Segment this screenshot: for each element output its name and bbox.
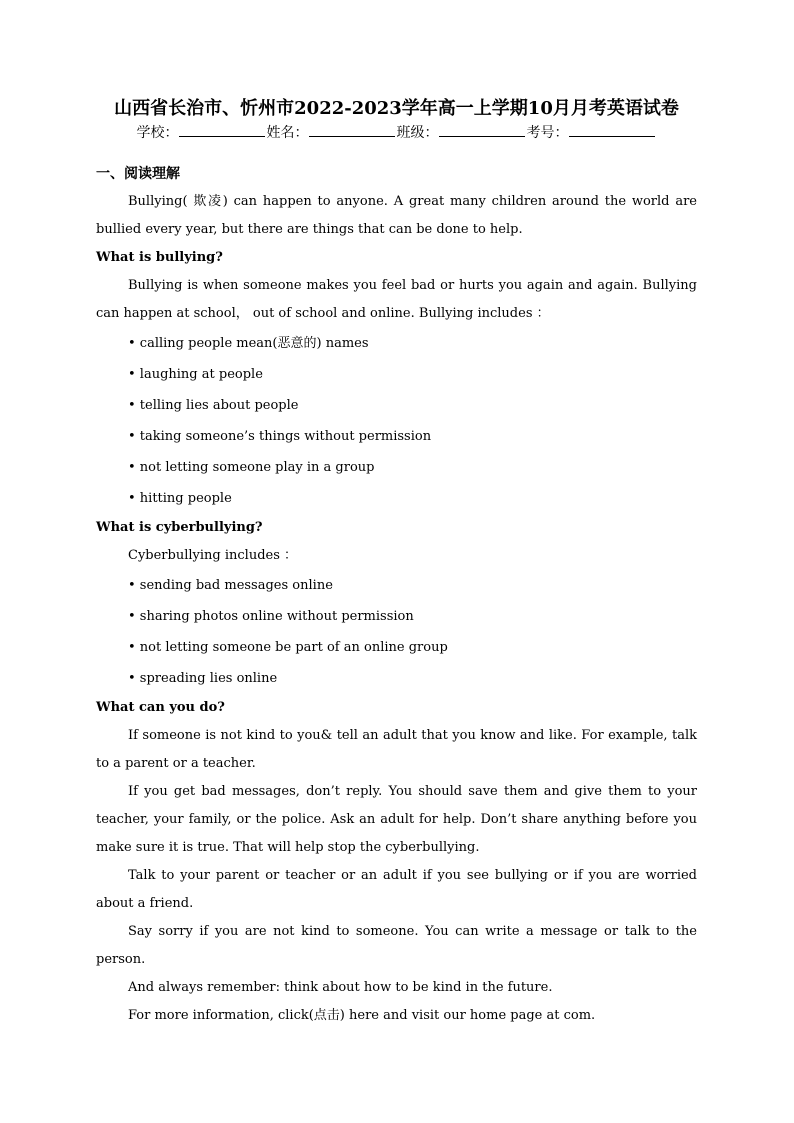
class-blank[interactable] xyxy=(439,122,525,137)
exam-title: 山西省长治市、忻州市2022-2023学年高一上学期10月月考英语试卷 xyxy=(114,98,679,119)
list-item: • telling lies about people xyxy=(128,398,299,413)
list-item: • taking someone’s things without permission xyxy=(128,429,432,444)
passage-intro: Bullying( 欺凌) can happen to anyone. A great many children around the world are bullied every year, but there are things that can be done to help. xyxy=(96,194,697,237)
class-label: 班级： xyxy=(396,125,439,141)
list-item: • not letting someone be part of an online group xyxy=(128,640,448,655)
exam-number-blank[interactable] xyxy=(569,122,655,137)
list-item: • sending bad messages online xyxy=(128,578,333,593)
heading-what-can-you-do: What can you do? xyxy=(96,700,225,715)
class-field xyxy=(397,122,527,144)
paragraph-bullying-definition: Bullying is when someone makes you feel bad or hurts you again and again. Bullying can happen at school， out of school and online. Bullying includes ： xyxy=(96,278,697,321)
paragraph-bad-messages: If you get bad messages, don’t reply. You should save them and give them to your teacher, your family, or the police. Ask an adult for help. Don’t share anything before you make sure it is true. That will help stop the cyberbullying. xyxy=(96,784,697,855)
paragraph-tell-adult: If someone is not kind to you& tell an adult that you know and like. For example, talk to a parent or a teacher. xyxy=(96,728,697,771)
paragraph-more-information: For more information, click(点击) here and visit our home page at com. xyxy=(128,1008,596,1023)
school-blank[interactable] xyxy=(179,122,265,137)
school-field xyxy=(137,122,267,144)
paragraph-always-remember: And always remember: think about how to be kind in the future. xyxy=(128,980,553,995)
name-field xyxy=(267,122,397,144)
school-label: 学校： xyxy=(136,125,179,141)
list-item: • calling people mean(恶意的) names xyxy=(128,336,369,351)
exam-page xyxy=(96,96,697,1030)
list-item: • not letting someone play in a group xyxy=(128,460,375,475)
list-item: • hitting people xyxy=(128,491,232,506)
name-blank[interactable] xyxy=(309,122,395,137)
heading-what-is-bullying: What is bullying? xyxy=(96,250,223,265)
list-item: • spreading lies online xyxy=(128,671,278,686)
student-info-line xyxy=(96,122,697,144)
paragraph-cyberbullying-includes: Cyberbullying includes ： xyxy=(128,548,298,563)
list-item: • sharing photos online without permission xyxy=(128,609,414,624)
section-title: 一、阅读理解 xyxy=(96,166,180,182)
name-label: 姓名： xyxy=(266,125,309,141)
paragraph-talk-to-parent: Talk to your parent or teacher or an adult if you see bullying or if you are worried about a friend. xyxy=(96,868,697,911)
heading-what-is-cyberbullying: What is cyberbullying? xyxy=(96,520,263,535)
exam-number-field xyxy=(527,122,657,144)
list-item: • laughing at people xyxy=(128,367,263,382)
exam-number-label: 考号： xyxy=(526,125,569,141)
paragraph-say-sorry: Say sorry if you are not kind to someone. You can write a message or talk to the person. xyxy=(96,924,697,967)
